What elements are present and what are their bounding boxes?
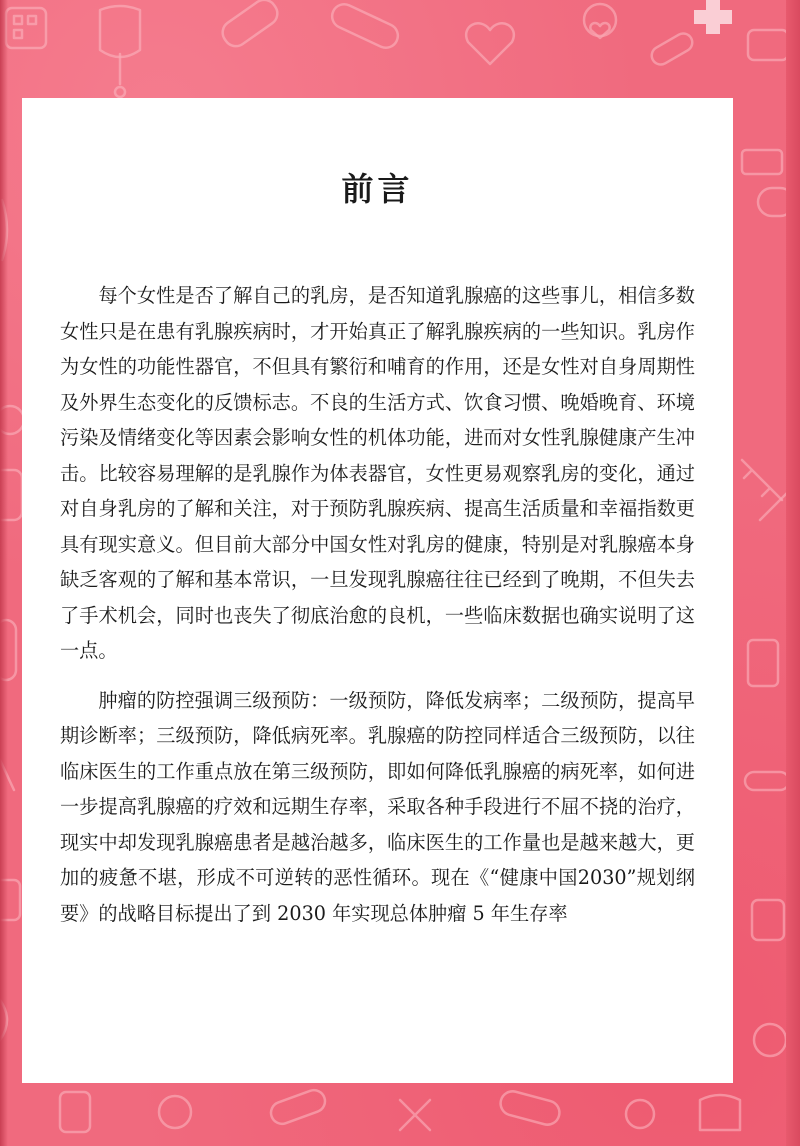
- page-edge: [786, 0, 800, 1146]
- iv-bag-icon: [100, 6, 140, 97]
- paragraph-1: 每个女性是否了解自己的乳房，是否知道乳腺癌的这些事儿，相信多数女性只是在患有乳腺疾病时，才开始真正了解乳腺疾病的一些知识。乳房作为女性的功能性器官，不但具有繁衍和哺育的作用，还是女性对自身周期性及外界生态变化的反馈标志。不良的生活方式、饮食习惯、晚婚晚育、环境污染及情绪变化等因素会影响女性的机体功能，进而对女性乳腺健康产生冲击。比较容易理解的是乳腺作为体表器官，女性更易观察乳房的变化，通过对自身乳房的了解和关注，对于预防乳腺疾病、提高生活质量和幸福指数更具有现实意义。但目前大部分中国女性对乳房的健康，特别是对乳腺癌本身缺乏客观的了解和基本常识，一旦发现乳腺癌往往已经到了晚期，不但失去了手术机会，同时也丧失了彻底治愈的良机，一些临床数据也确实说明了这一点。: [60, 284, 695, 662]
- bottom-doodles: [60, 1087, 740, 1132]
- cross-icon: [694, 0, 732, 34]
- capsule-icon: [648, 30, 788, 68]
- preface-body: [60, 278, 695, 931]
- preface-page: [22, 98, 733, 1083]
- pill-bottle-icon: [745, 640, 789, 1056]
- paragraph-2: 肿瘤的防控强调三级预防：一级预防，降低发病率；二级预防，提高早期诊断率；三级预防，降低病死率。乳腺癌的防控同样适合三级预防，以往临床医生的工作重点放在第三级预防，即如何降低乳腺癌的病死率，如何进一步提高乳腺癌的疗效和远期生存率，采取各种手段进行不屈不挠的治疗，现实中却发现乳腺癌患者是越治越多，临床医生的工作量也是越来越大，更加的疲惫不堪，形成不可逆转的恶性循环。现在《“健康中国2030”规划纲要》的战略目标提出了到 2030 年实现总体肿瘤 5 年生存率: [60, 688, 695, 925]
- medicine-box-icon: [6, 8, 46, 48]
- heart-icon: [466, 4, 616, 64]
- bandage-icon: [218, 0, 402, 52]
- book-spine-shadow: [0, 0, 8, 1146]
- page-title: 前言: [341, 170, 414, 208]
